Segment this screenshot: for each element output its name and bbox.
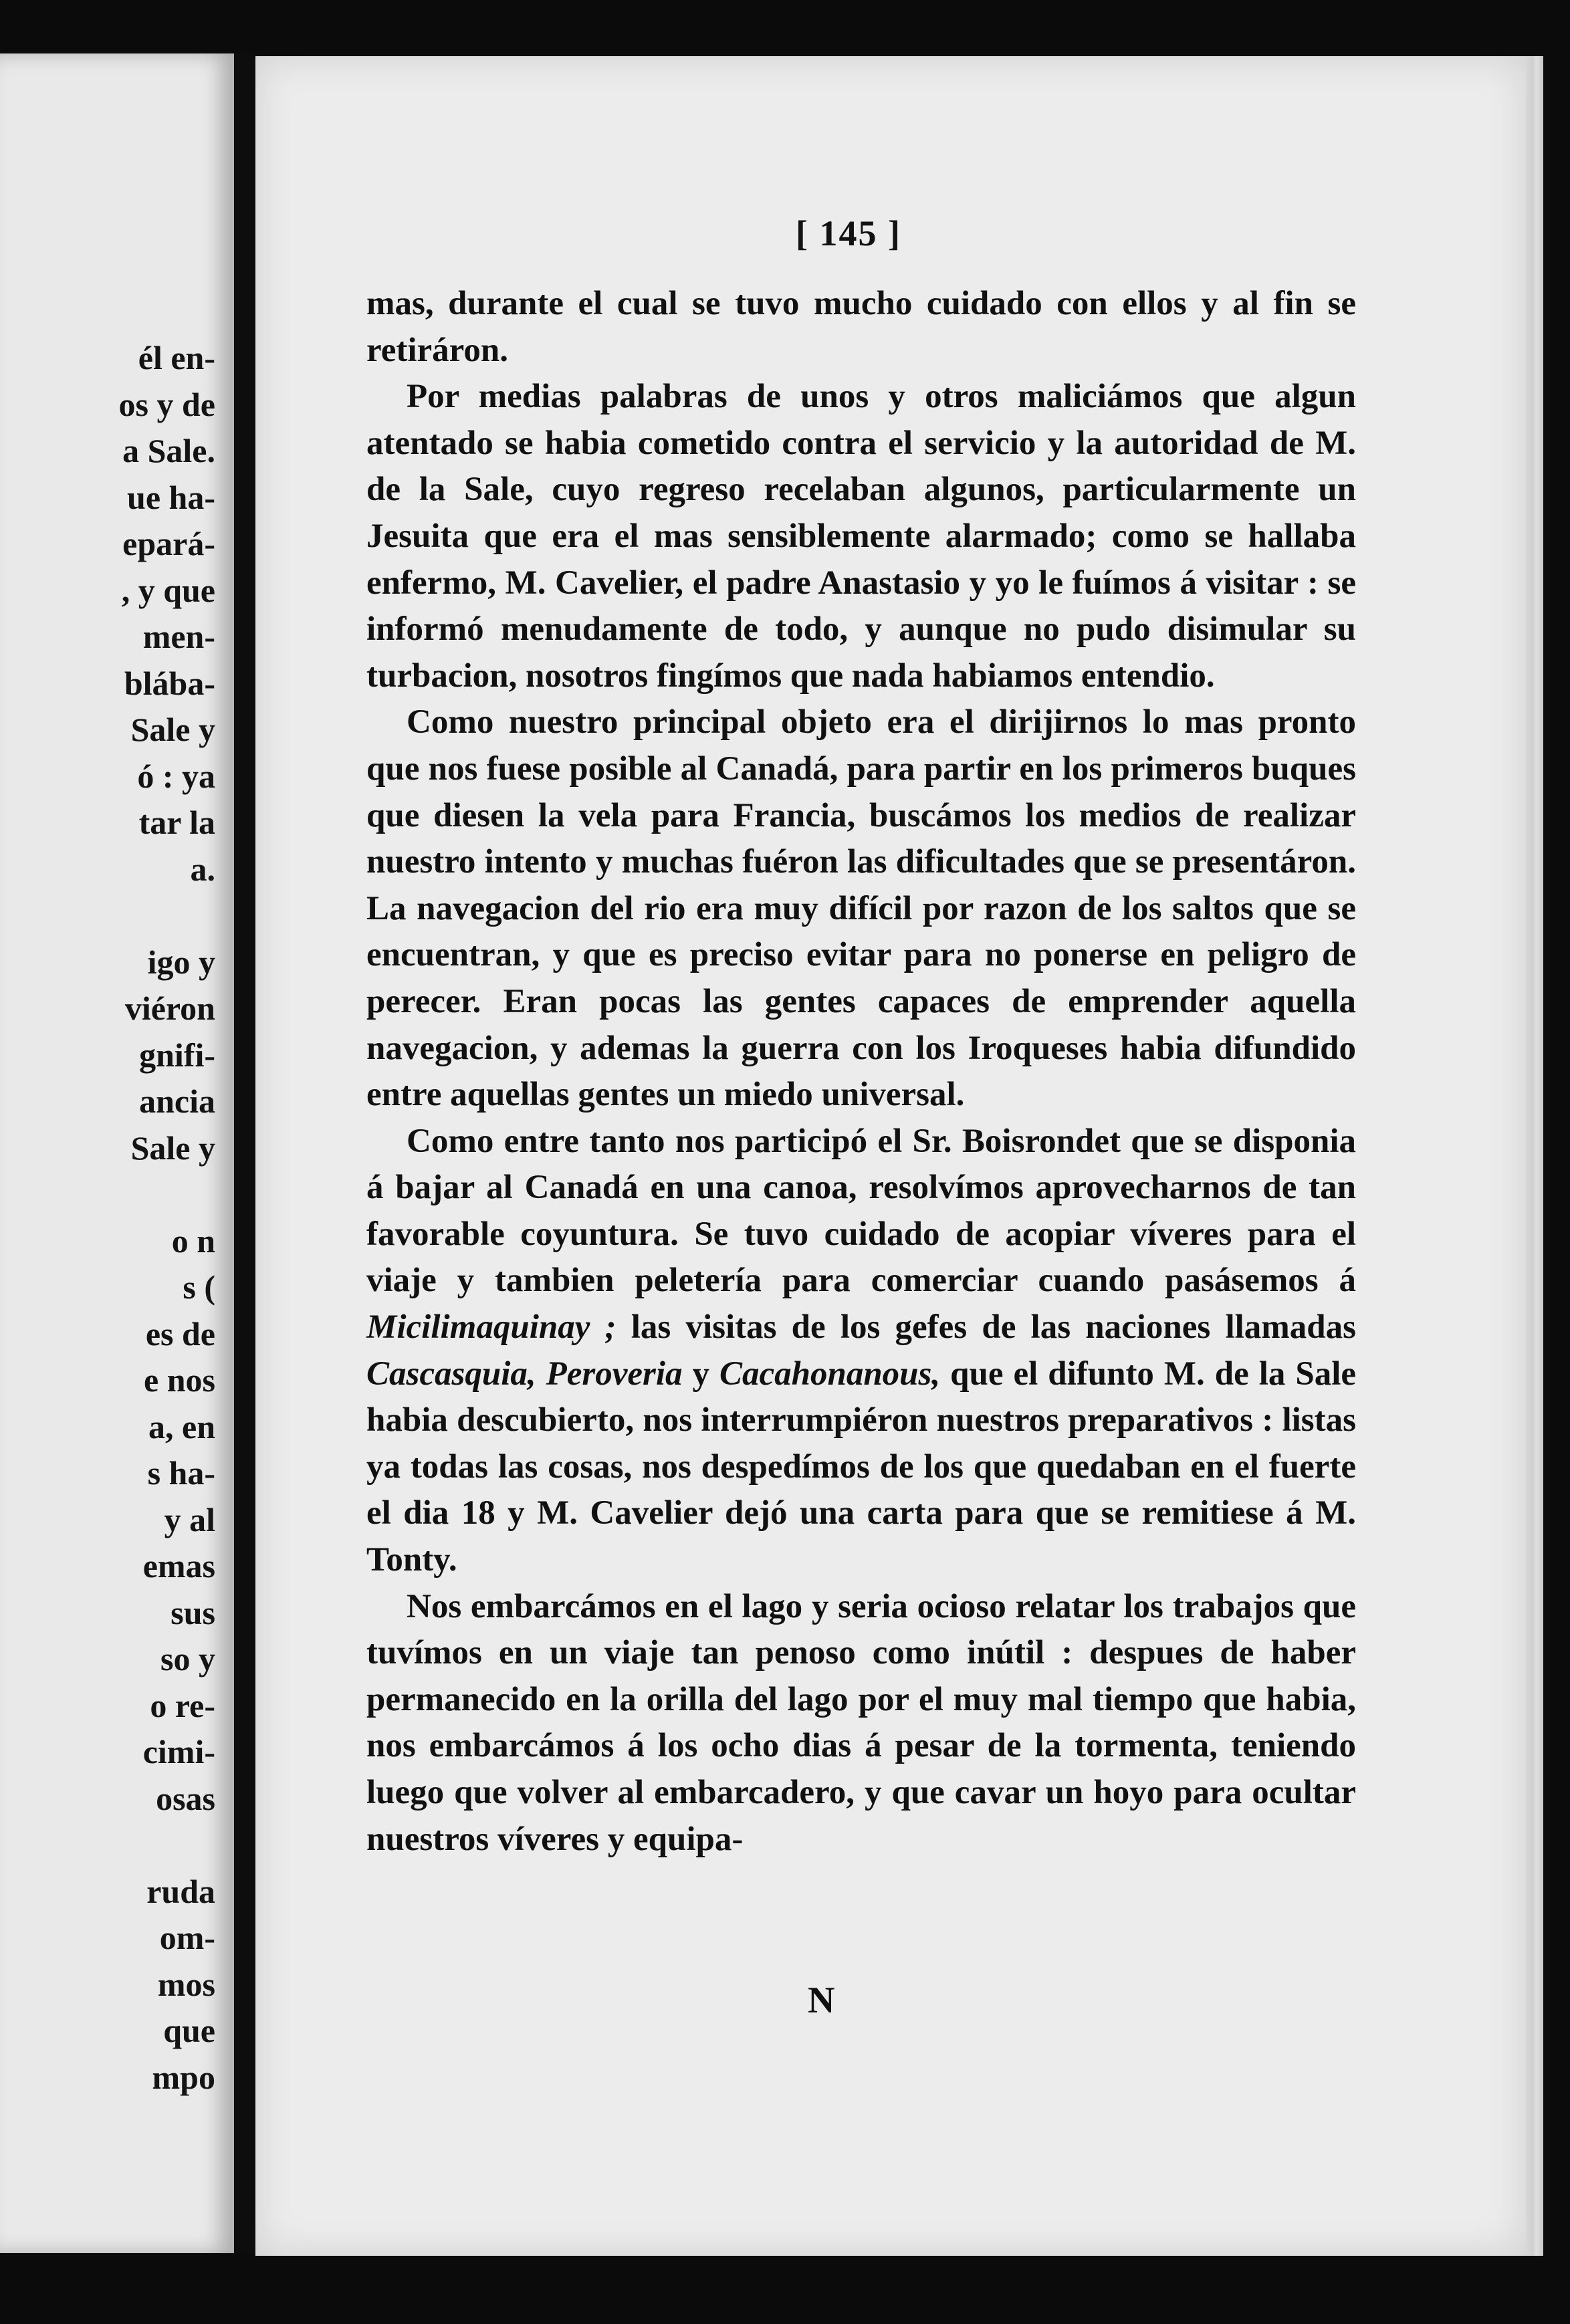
- facing-page-line: tar la: [138, 804, 215, 841]
- paragraph-4-text-a: Como entre tanto nos participó el Sr. Boisrondet que se disponia á bajar al Canadá en una canoa, resolvímos aprovecharnos de tan favorable coyuntura. Se tuvo cuidado de acopiar víveres para el viaje y tambien peletería para comerciar cuando pasásemos á: [366, 1122, 1356, 1300]
- signature-mark: N: [808, 1980, 835, 2021]
- facing-page-line: viéron: [124, 990, 215, 1027]
- paragraph-3: Como nuestro principal objeto era el dirijirnos lo mas pronto que nos fuese posible al Canadá, para partir en los primeros buques que diesen la vela para Francia, buscámos los medios de realizar nuestro intento y muchas fuéron las dificultades que se presentáron. La navegacion del rio era muy difícil por razon de los saltos que se encuentran, y que es preciso evitar para no ponerse en peligro de perecer. Eran pocas las gentes capaces de emprender aquella navegacion, y ademas la guerra con los Iroqueses habia difundido entre aquellas gentes un miedo universal.: [366, 703, 1356, 1114]
- scan-bottom-border: [0, 2256, 1570, 2324]
- paragraph-4: [366, 1119, 1356, 1584]
- nation-names: Cascasquia, Peroveria: [366, 1355, 683, 1393]
- facing-page-line: emas: [142, 1547, 215, 1585]
- facing-page-line: s ha-: [147, 1454, 215, 1492]
- facing-page-line: gnifi-: [139, 1036, 215, 1074]
- facing-page-line: y al: [164, 1500, 215, 1538]
- paragraph-1: mas, durante el cual se tuvo mucho cuidado con ellos y al fin se retiráron.: [366, 285, 1356, 369]
- paragraph-2: Por medias palabras de unos y otros maliciámos que algun atentado se habia cometido contra el servicio y la autoridad de M. de la Sale, cuyo regreso recelaban algunos, particularmente un Jesuita que era el mas sensiblemente alarmado; como se hallaba enfermo, M. Cavelier, el padre Anastasio y yo le fuímos á visitar : se informó menudamente de todo, y aunque no pudo disimular su turbacion, nosotros fingímos que nada habiamos entendio.: [366, 378, 1356, 695]
- facing-page-line: ruda: [146, 1872, 215, 1910]
- facing-page-line: mpo: [152, 2058, 215, 2096]
- facing-page-line: sus: [171, 1593, 215, 1631]
- facing-page-line: ue ha-: [127, 478, 215, 516]
- paragraph-5: Nos embarcámos en el lago y seria ocioso relatar los trabajos que tuvímos en un viaje tan penoso como inútil : despues de haber permanecido en la orilla del lago por el muy mal tiempo que habia, nos embarcámos á los ocho dias á pesar de la tormenta, teniendo luego que volver al embarcadero, y que cavar un hoyo para ocultar nuestros víveres y equipa-: [366, 1587, 1356, 1858]
- facing-page-line: Sale y: [130, 1129, 215, 1167]
- facing-page-line: o n: [171, 1222, 215, 1260]
- facing-page-line: a.: [190, 850, 215, 888]
- facing-page-line: que: [163, 2012, 215, 2049]
- page-number: [ 145 ]: [796, 213, 901, 253]
- page-edge: [1526, 56, 1543, 2262]
- facing-page-line: so y: [160, 1640, 215, 1677]
- facing-page-line: , y que: [121, 571, 215, 609]
- place-name-micilimaquinay: Micilimaquinay ;: [366, 1308, 616, 1347]
- facing-page-line: e nos: [144, 1361, 215, 1399]
- page-body: [366, 281, 1356, 1863]
- facing-page-line: o re-: [150, 1686, 215, 1724]
- paragraph-4-text-b: las visitas de los gefes de las naciones llamadas: [616, 1308, 1356, 1347]
- facing-page-line: es de: [145, 1314, 215, 1353]
- facing-page-line: él en-: [138, 339, 215, 376]
- facing-page-line: cimi-: [142, 1733, 215, 1770]
- book-gutter: [234, 53, 254, 2253]
- facing-page-line: mos: [157, 1965, 215, 2003]
- facing-page-line: Sale y: [130, 711, 215, 748]
- facing-page-line: ancia: [139, 1082, 215, 1120]
- facing-page-line: om-: [159, 1919, 215, 1956]
- nation-name-cacahonanous: Cacahonanous,: [719, 1355, 941, 1393]
- facing-page-line: a, en: [148, 1407, 215, 1445]
- facing-page-line: blába-: [124, 664, 215, 702]
- facing-page-fragment: [0, 53, 234, 2253]
- facing-page-line: os y de: [118, 385, 215, 423]
- facing-page-line: igo y: [147, 943, 215, 981]
- paragraph-4-text-d: que el difunto M. de la Sale habia descubierto, nos interrumpiéron nuestros preparativos : listas ya todas las cosas, nos despedímos de los que quedaban en el fuerte el dia 18 y M. Cavelier dejó una carta para que se remitiese á M. Tonty.: [366, 1355, 1356, 1579]
- facing-page-line: men-: [142, 618, 215, 655]
- facing-page-line: epará-: [122, 525, 215, 562]
- paragraph-4-text-c: y: [682, 1355, 719, 1393]
- facing-page-line: a Sale.: [122, 432, 215, 469]
- facing-page-line: osas: [156, 1779, 215, 1817]
- facing-page-line: s (: [183, 1268, 215, 1306]
- facing-page-line: ó : ya: [137, 757, 215, 795]
